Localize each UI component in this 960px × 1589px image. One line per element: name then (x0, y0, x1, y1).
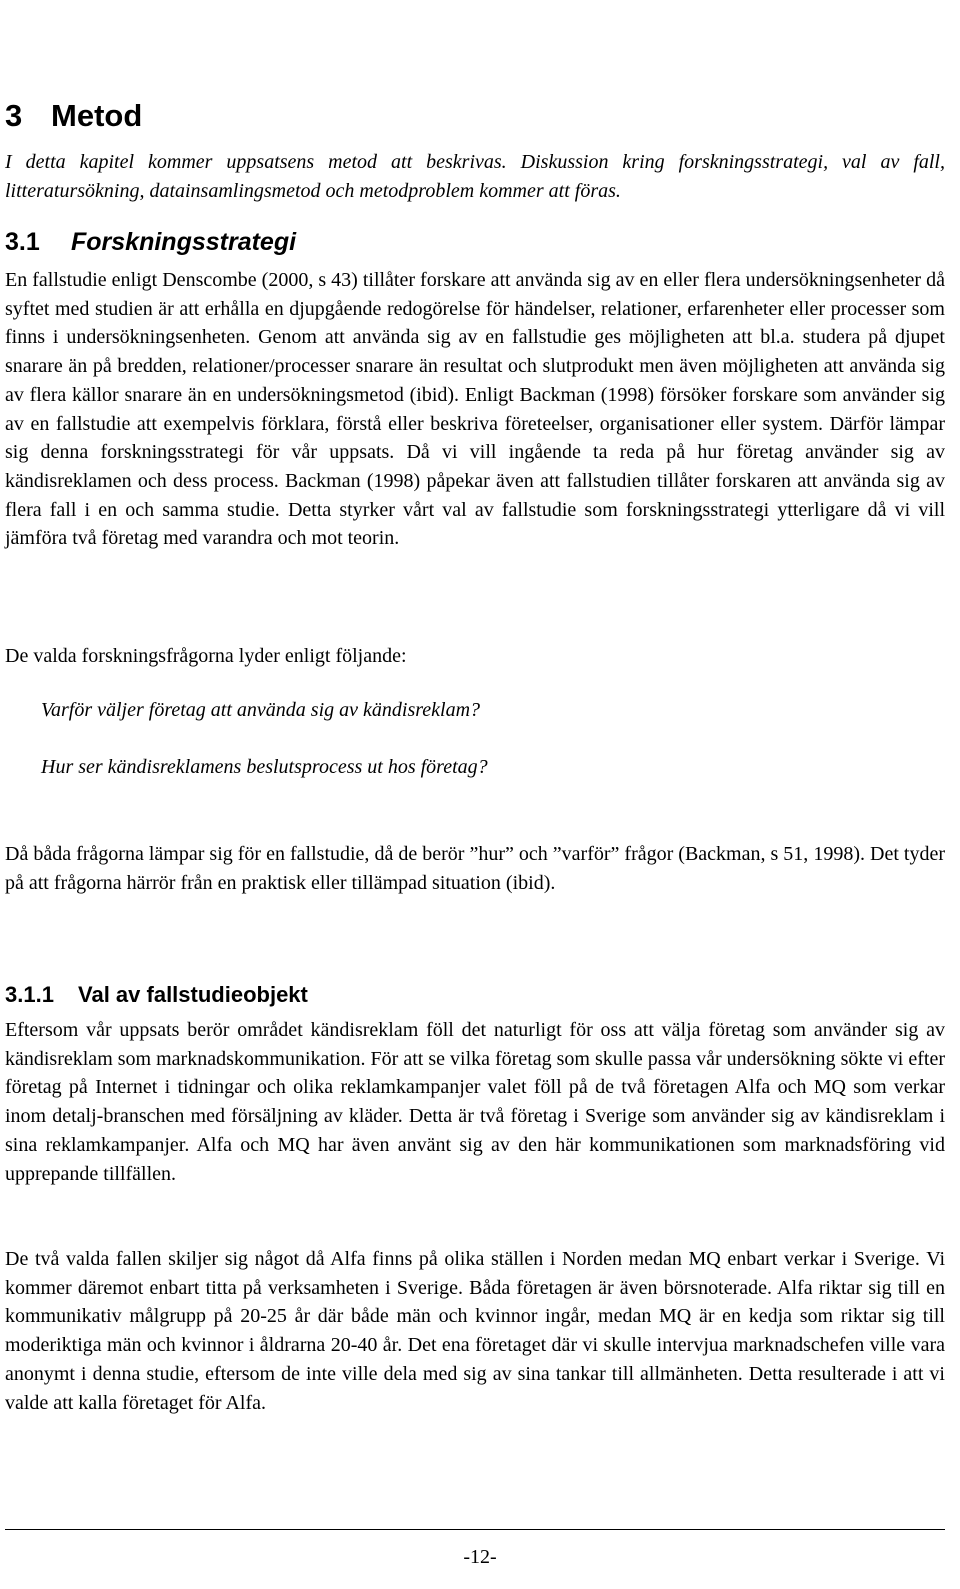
chapter-intro: I detta kapitel kommer uppsatsens metod att beskrivas. Diskussion kring forskningsstrategi, val av fall, litteratursökning, datainsamlingsmetod och metodproblem kommer att föras. (5, 151, 945, 202)
chapter-heading (5, 98, 142, 134)
section-number: 3.1 (5, 228, 40, 256)
research-question-1: Varför väljer företag att använda sig av kändisreklam? (41, 699, 481, 721)
section-heading-3-1 (5, 228, 296, 257)
chapter-title: Metod (51, 98, 143, 133)
questions-intro: De valda forskningsfrågorna lyder enligt följande: (5, 645, 407, 667)
subsection-title: Val av fallstudieobjekt (78, 982, 308, 1007)
page-number: -12- (463, 1546, 497, 1568)
section-3-1-paragraph-1: En fallstudie enligt Denscombe (2000, s 43) tillåter forskare att använda sig av en eller flera undersökningsenheter då syftet med studien är att erhålla en djupgående redogörelse för händelser, relationer, erfarenheter eller processer som finns i undersökningsenheten. Genom att använda sig av en fallstudie ges möjligheten att bl.a. studera på djupet snarare än på bredden, relationer/processer snarare än resultat och slutprodukt men även möjligheten att använda sig av flera källor snarare än en undersökningsmetod (ibid). Enligt Backman (1998) försöker forskare som använder sig av en fallstudie att exempelvis förklara, förstå eller beskriva företeelser, organisationer eller system. Därför lämpar sig denna forskningsstrategi för vår uppsats. Då vi vill ingående ta reda på hur företag använder sig av kändisreklamen och dess process. Backman (1998) påpekar även att fallstudien tillåter forskaren att använda sig av flera fall i en och samma studie. Detta styrker vårt val av fallstudie som forskningsstrategi ytterligare då vi vill jämföra två företag med varandra och mot teorin. (5, 269, 945, 550)
subsection-heading-3-1-1 (5, 982, 308, 1008)
research-question-2: Hur ser kändisreklamens beslutsprocess ut hos företag? (41, 756, 488, 778)
chapter-number: 3 (5, 98, 23, 133)
section-3-1-1-paragraph-2: De två valda fallen skiljer sig något då Alfa finns på olika ställen i Norden medan MQ enbart verkar i Sverige. Vi kommer däremot enbart titta på verksamheten i Sverige. Båda företagen är även börsnoterade. Alfa riktar sig till en kommunikativ målgrupp på 20-25 år där både män och kvinnor ingår, medan MQ är en kedja som riktar sig till moderiktiga män och kvinnor i åldrarna 20-40 år. Det ena företaget där vi skulle intervjua marknadschefen ville vara anonymt i denna studie, eftersom de inte ville dela med sig av sina tankar till allmänheten. Detta resulterade i att vi valde att kalla företaget för Alfa. (5, 1248, 945, 1414)
section-3-1-paragraph-2: Då båda frågorna lämpar sig för en fallstudie, då de berör ”hur” och ”varför” frågor (Backman, s 51, 1998). Det tyder på att frågorna härrör från en praktisk eller tillämpad situation (ibid). (5, 843, 945, 894)
subsection-number: 3.1.1 (5, 982, 54, 1007)
section-title: Forskningsstrategi (71, 228, 297, 256)
footer-rule (5, 1529, 945, 1530)
section-3-1-1-paragraph-1: Eftersom vår uppsats berör området kändisreklam föll det naturligt för oss att välja företag som använder sig av kändisreklam som marknadskommunikation. För att se vilka företag som skulle passa vår undersökning sökte vi efter företag på Internet i tidningar och olika reklamkampanjer valet föll på de två företagen Alfa och MQ som verkar inom detalj-branschen med försäljning av kläder. Detta är två företag i Sverige som använder sig av kändisreklam i sina reklamkampanjer. Alfa och MQ har även använt sig av den här kommunikationen som marknadsföring vid upprepande tillfällen. (5, 1019, 945, 1185)
